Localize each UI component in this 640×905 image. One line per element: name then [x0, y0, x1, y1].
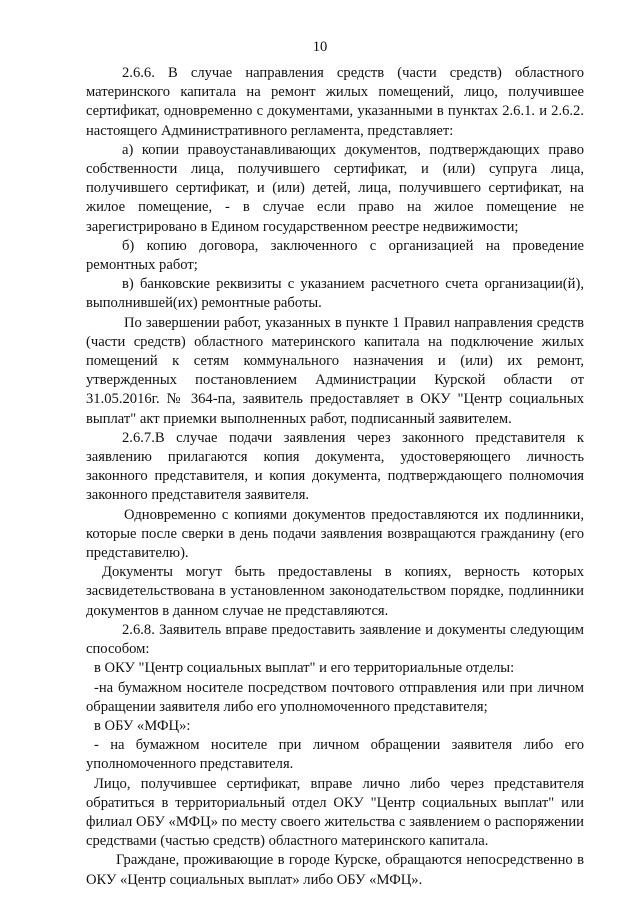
paragraph-2-6-6: 2.6.6. В случае направления средств (части средств) областного материнского капитала на ремонт жилых помещений, лицо, получившее сертификат, одновременно с документами, указанными в пунктах 2.6.1. и 2.6.2. настоящего Административного регламента, представляет: [86, 65, 584, 139]
paragraph-paper-personal: - на бумажном носителе при личном обращении заявителя либо его уполномоченного представителя. [86, 737, 584, 773]
paragraph-originals: Одновременно с копиями документов предоставляются их подлинники, которые после сверки в день подачи заявления возвращаются гражданину (его представителю). [86, 506, 584, 562]
paragraph-paper-mail: -на бумажном носителе посредством почтового отправления или при личном обращении заявителя либо его уполномоченного представителя; [86, 679, 584, 715]
paragraph-certificate-holder: Лицо, получившее сертификат, вправе лично либо через представителя обратиться в территориальный отдел ОКУ "Центр социальных выплат" или филиал ОБУ «МФЦ» по месту своего жительства с заявлением о распоряжении средствами (частью средств) областного материнского капитала. [86, 775, 584, 850]
paragraph-copies: Документы могут быть предоставлены в копиях, верность которых засвидетельствована в установленном законодательством порядке, подлинники документов в данном случае не представляются. [86, 564, 584, 619]
paragraph-2-6-7: 2.6.7.В случае подачи заявления через законного представителя к заявлению прилагаются копия документа, удостоверяющего личность законного представителя, и копия документа, подтверждающего полномочия законного представителя заявителя. [86, 429, 584, 504]
page-number: 10 [312, 39, 328, 55]
paragraph-item-a: а) копии правоустанавливающих документов, подтверждающих право собственности лица, получившего сертификат, и (или) супруга лица, получившего сертификат, и (или) детей, лица, получившего сертификат, на жилое помещение, - в случае если право на жилое помещение не зарегистрировано в Едином государственном реестре недвижимости; [86, 141, 584, 235]
paragraph-obu-mfc: в ОБУ «МФЦ»: [94, 717, 191, 734]
document-body [86, 64, 584, 890]
paragraph-item-v: в) банковские реквизиты с указанием расчетного счета организации(й), выполнившей(их) ремонтные работы. [86, 276, 584, 312]
paragraph-item-b: б) копию договора, заключенного с организацией на проведение ремонтных работ; [86, 237, 584, 274]
paragraph-oku-center: в ОКУ "Центр социальных выплат" и его территориальные отделы: [94, 660, 515, 677]
paragraph-kursk-residents: Граждане, проживающие в городе Курске, обращаются непосредственно в ОКУ «Центр социальных выплат» либо ОБУ «МФЦ». [86, 852, 584, 888]
paragraph-completion-of-works: По завершении работ, указанных в пункте 1 Правил направления средств (части средств) областного материнского капитала на подключение жилых помещений к сетям коммунального назначения и (или) их ремонт, утвержденных постановлением Администрации Курской области от 31.05.2016г. № 364-па, заявитель предоставляет в ОКУ "Центр социальных выплат" акт приемки выполненных работ, подписанный заявителем. [86, 314, 584, 427]
paragraph-2-6-8: 2.6.8. Заявитель вправе предоставить заявление и документы следующим способом: [86, 621, 584, 658]
